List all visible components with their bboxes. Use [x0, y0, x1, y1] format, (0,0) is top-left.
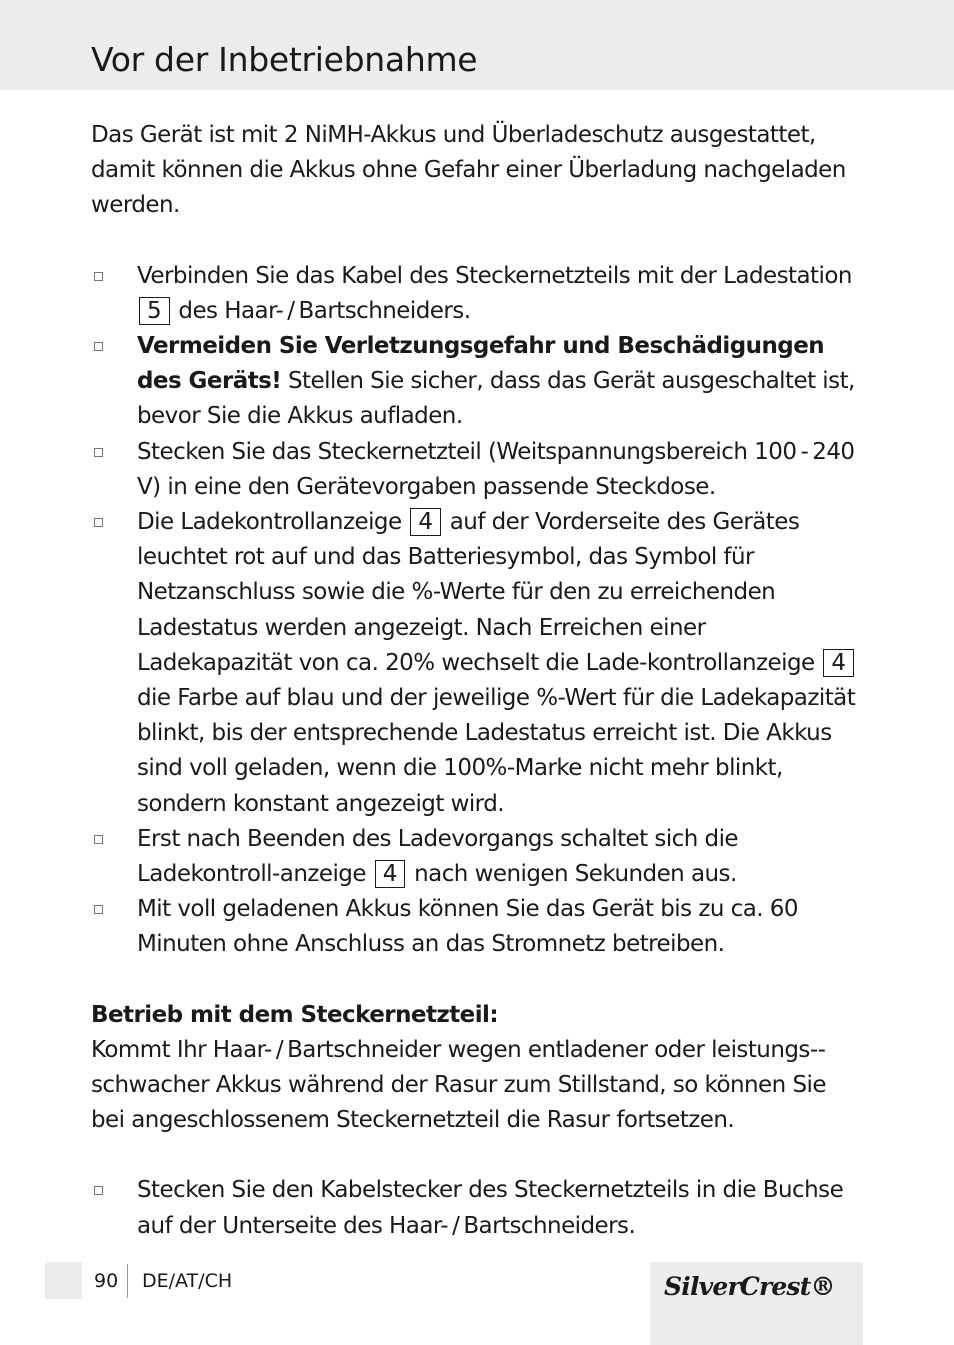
checkbox-bullet-icon — [94, 518, 103, 527]
bullet-text: Stecken Sie das Steckernetzteil (Weitspannungsbereich 100 - 240 V) in eine den Gerätevorgaben passende Steckdose. — [137, 438, 859, 500]
list-item — [91, 329, 865, 435]
bullet-text: die Farbe auf blau und der jeweilige %-Wert für die Ladekapazität blinkt, bis der entsprechende Ladestatus erreicht ist. Die Akkus sind voll geladen, wenn die 100%-Marke nicht mehr blinkt, sondern konstant angezeigt wird. — [137, 685, 856, 817]
list-item — [91, 822, 865, 892]
checkbox-bullet-icon — [94, 272, 103, 281]
instruction-list — [91, 1173, 865, 1243]
list-item — [91, 435, 865, 505]
page-content — [91, 118, 865, 1244]
bullet-text: Verbinden Sie das Kabel des Steckernetzteils mit der Ladestation — [137, 262, 852, 289]
bullet-text: Erst nach Beenden des Ladevorgangs schaltet sich die Ladekontroll-anzeige — [137, 825, 739, 888]
bullet-text: des Haar- / Bartschneiders. — [171, 297, 471, 324]
bullet-text: Mit voll geladenen Akkus können Sie das Gerät bis zu ca. 60 Minuten ohne Anschluss an das Stromnetz betreiben. — [137, 896, 798, 958]
checkbox-bullet-icon — [94, 905, 103, 914]
checkbox-bullet-icon — [94, 448, 103, 457]
bullet-text: Stellen Sie sicher, dass das Gerät ausgeschaltet ist, bevor Sie die Akkus aufladen. — [137, 368, 855, 430]
page-number: 90 — [94, 1270, 119, 1292]
bullet-text: auf der Vorderseite des Gerätes leuchtet rot auf und das Batteriesymbol, das Symbol für Netzanschluss sowie die %-Werte für den zu erreichenden Ladestatus werden angezeigt. Nach Erreichen einer Ladekapazität von ca. 20% wechselt die Lade-kontrollanzeige — [137, 509, 822, 676]
section-heading: Betrieb mit dem Steckernetzteil: — [91, 1001, 499, 1028]
checkbox-bullet-icon — [94, 835, 103, 844]
warning-text: Vermeiden Sie Verletzungsgefahr und Beschädigungen des Geräts! — [137, 333, 825, 395]
checkbox-bullet-icon — [94, 1186, 103, 1195]
list-item — [91, 1173, 865, 1243]
bullet-text: nach wenigen Sekunden aus. — [407, 861, 737, 888]
reference-number-box: 4 — [823, 649, 854, 677]
section-paragraph: Kommt Ihr Haar- / Bartschneider wegen entladener oder leistungs-schwacher Akkus während der Rasur zum Stillstand, so können Sie bei angeschlossenem Steckernetzteil die Rasur fortsetzen. — [91, 1036, 826, 1134]
reference-number-box: 5 — [139, 297, 170, 325]
list-item — [91, 505, 865, 822]
footer-divider — [127, 1264, 128, 1298]
reference-number-box: 4 — [375, 860, 406, 888]
checkbox-bullet-icon — [94, 342, 103, 351]
brand-logo: SilverCrest® — [664, 1272, 835, 1301]
locale-label: DE/AT/CH — [142, 1270, 233, 1292]
intro-paragraph: Das Gerät ist mit 2 NiMH-Akkus und Überladeschutz ausgestattet, damit können die Akkus ohne Gefahr einer Überladung nachgeladen werden. — [91, 122, 846, 219]
page-title: Vor der Inbetriebnahme — [91, 40, 478, 79]
footer-marker — [45, 1262, 82, 1299]
bullet-text: Die Ladekontrollanzeige — [137, 509, 409, 536]
list-item — [91, 259, 865, 329]
list-item — [91, 892, 865, 962]
bullet-text: Stecken Sie den Kabelstecker des Steckernetzteils in die Buchse auf der Unterseite des Haar- / Bartschneiders. — [137, 1177, 844, 1239]
reference-number-box: 4 — [410, 508, 441, 536]
instruction-list — [91, 259, 865, 963]
